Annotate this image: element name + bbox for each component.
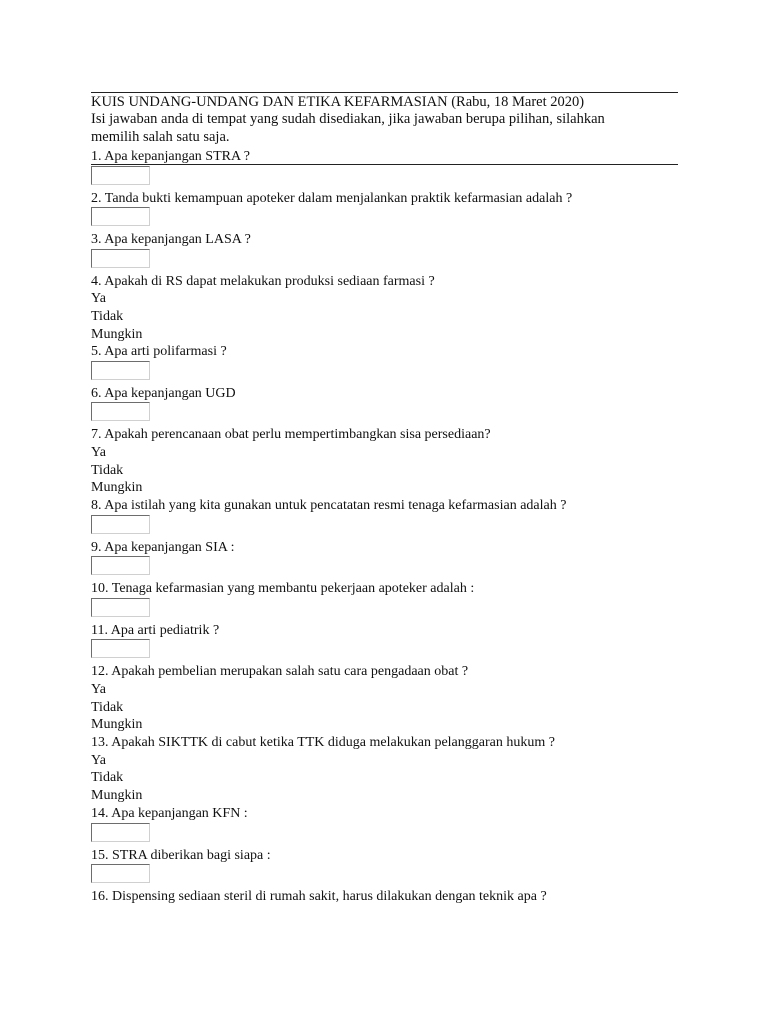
question-text: 13. Apakah SIKTTK di cabut ketika TTK diduga melakukan pelanggaran hukum ? <box>91 735 555 751</box>
question-text: 7. Apakah perencanaan obat perlu mempertimbangkan sisa persediaan? <box>91 427 491 443</box>
question-4 <box>91 273 691 344</box>
question-8 <box>91 497 691 534</box>
quiz-instructions: Isi jawaban anda di tempat yang sudah disediakan, jika jawaban berupa pilihan, silahkan memilih salah satu saja. <box>91 111 605 145</box>
question-6 <box>91 385 691 422</box>
question-13-option-mungkin[interactable]: Mungkin <box>91 788 143 804</box>
question-text: 2. Tanda bukti kemampuan apoteker dalam menjalankan praktik kefarmasian adalah ? <box>91 190 573 206</box>
question-15 <box>91 847 691 884</box>
question-13-option-ya[interactable]: Ya <box>91 752 106 768</box>
question-7-option-mungkin[interactable]: Mungkin <box>91 480 143 496</box>
question-12-option-tidak[interactable]: Tidak <box>91 699 124 715</box>
question-text: 11. Apa arti pediatrik ? <box>91 622 220 638</box>
question-7 <box>91 426 691 497</box>
quiz-title: KUIS UNDANG-UNDANG DAN ETIKA KEFARMASIAN (Rabu, 18 Maret 2020) <box>91 94 585 110</box>
question-5 <box>91 343 691 380</box>
question-2 <box>91 190 691 227</box>
answer-input-3[interactable] <box>91 249 150 268</box>
question-text: 4. Apakah di RS dapat melakukan produksi sediaan farmasi ? <box>91 273 435 289</box>
answer-input-11[interactable] <box>91 639 150 658</box>
question-4-option-tidak[interactable]: Tidak <box>91 308 124 324</box>
question-13 <box>91 734 691 805</box>
question-12-option-mungkin[interactable]: Mungkin <box>91 717 143 733</box>
question-text: 5. Apa arti polifarmasi ? <box>91 344 227 360</box>
question-1 <box>91 148 691 185</box>
answer-input-1[interactable] <box>91 166 150 185</box>
question-4-option-mungkin[interactable]: Mungkin <box>91 326 143 342</box>
question-text: 1. Apa kepanjangan STRA ? <box>91 149 251 164</box>
question-12 <box>91 663 691 734</box>
question-list <box>91 148 691 906</box>
question-9 <box>91 539 691 576</box>
answer-input-2[interactable] <box>91 207 150 226</box>
question-text: 6. Apa kepanjangan UGD <box>91 385 236 401</box>
question-11 <box>91 622 691 659</box>
question-text: 9. Apa kepanjangan SIA : <box>91 539 235 555</box>
answer-input-8[interactable] <box>91 515 150 534</box>
question-10 <box>91 580 691 617</box>
question-7-option-ya[interactable]: Ya <box>91 444 106 460</box>
quiz-header <box>91 93 651 146</box>
question-14 <box>91 805 691 842</box>
question-7-option-tidak[interactable]: Tidak <box>91 462 124 478</box>
question-13-option-tidak[interactable]: Tidak <box>91 770 124 786</box>
question-text: 8. Apa istilah yang kita gunakan untuk pencatatan resmi tenaga kefarmasian adalah ? <box>91 498 567 514</box>
answer-input-5[interactable] <box>91 361 150 380</box>
question-text: 14. Apa kepanjangan KFN : <box>91 806 248 822</box>
question-3 <box>91 231 691 268</box>
question-text: 16. Dispensing sediaan steril di rumah sakit, harus dilakukan dengan teknik apa ? <box>91 889 547 905</box>
question-16 <box>91 888 691 906</box>
answer-input-6[interactable] <box>91 402 150 421</box>
question-text: 12. Apakah pembelian merupakan salah satu cara pengadaan obat ? <box>91 664 469 680</box>
answer-input-9[interactable] <box>91 556 150 575</box>
question-text: 3. Apa kepanjangan LASA ? <box>91 232 251 247</box>
question-text: 15. STRA diberikan bagi siapa : <box>91 847 271 863</box>
answer-input-15[interactable] <box>91 864 150 883</box>
question-12-option-ya[interactable]: Ya <box>91 681 106 697</box>
question-text: 10. Tenaga kefarmasian yang membantu pekerjaan apoteker adalah : <box>91 581 475 597</box>
question-4-option-ya[interactable]: Ya <box>91 291 106 306</box>
answer-input-14[interactable] <box>91 823 150 842</box>
answer-input-10[interactable] <box>91 598 150 617</box>
